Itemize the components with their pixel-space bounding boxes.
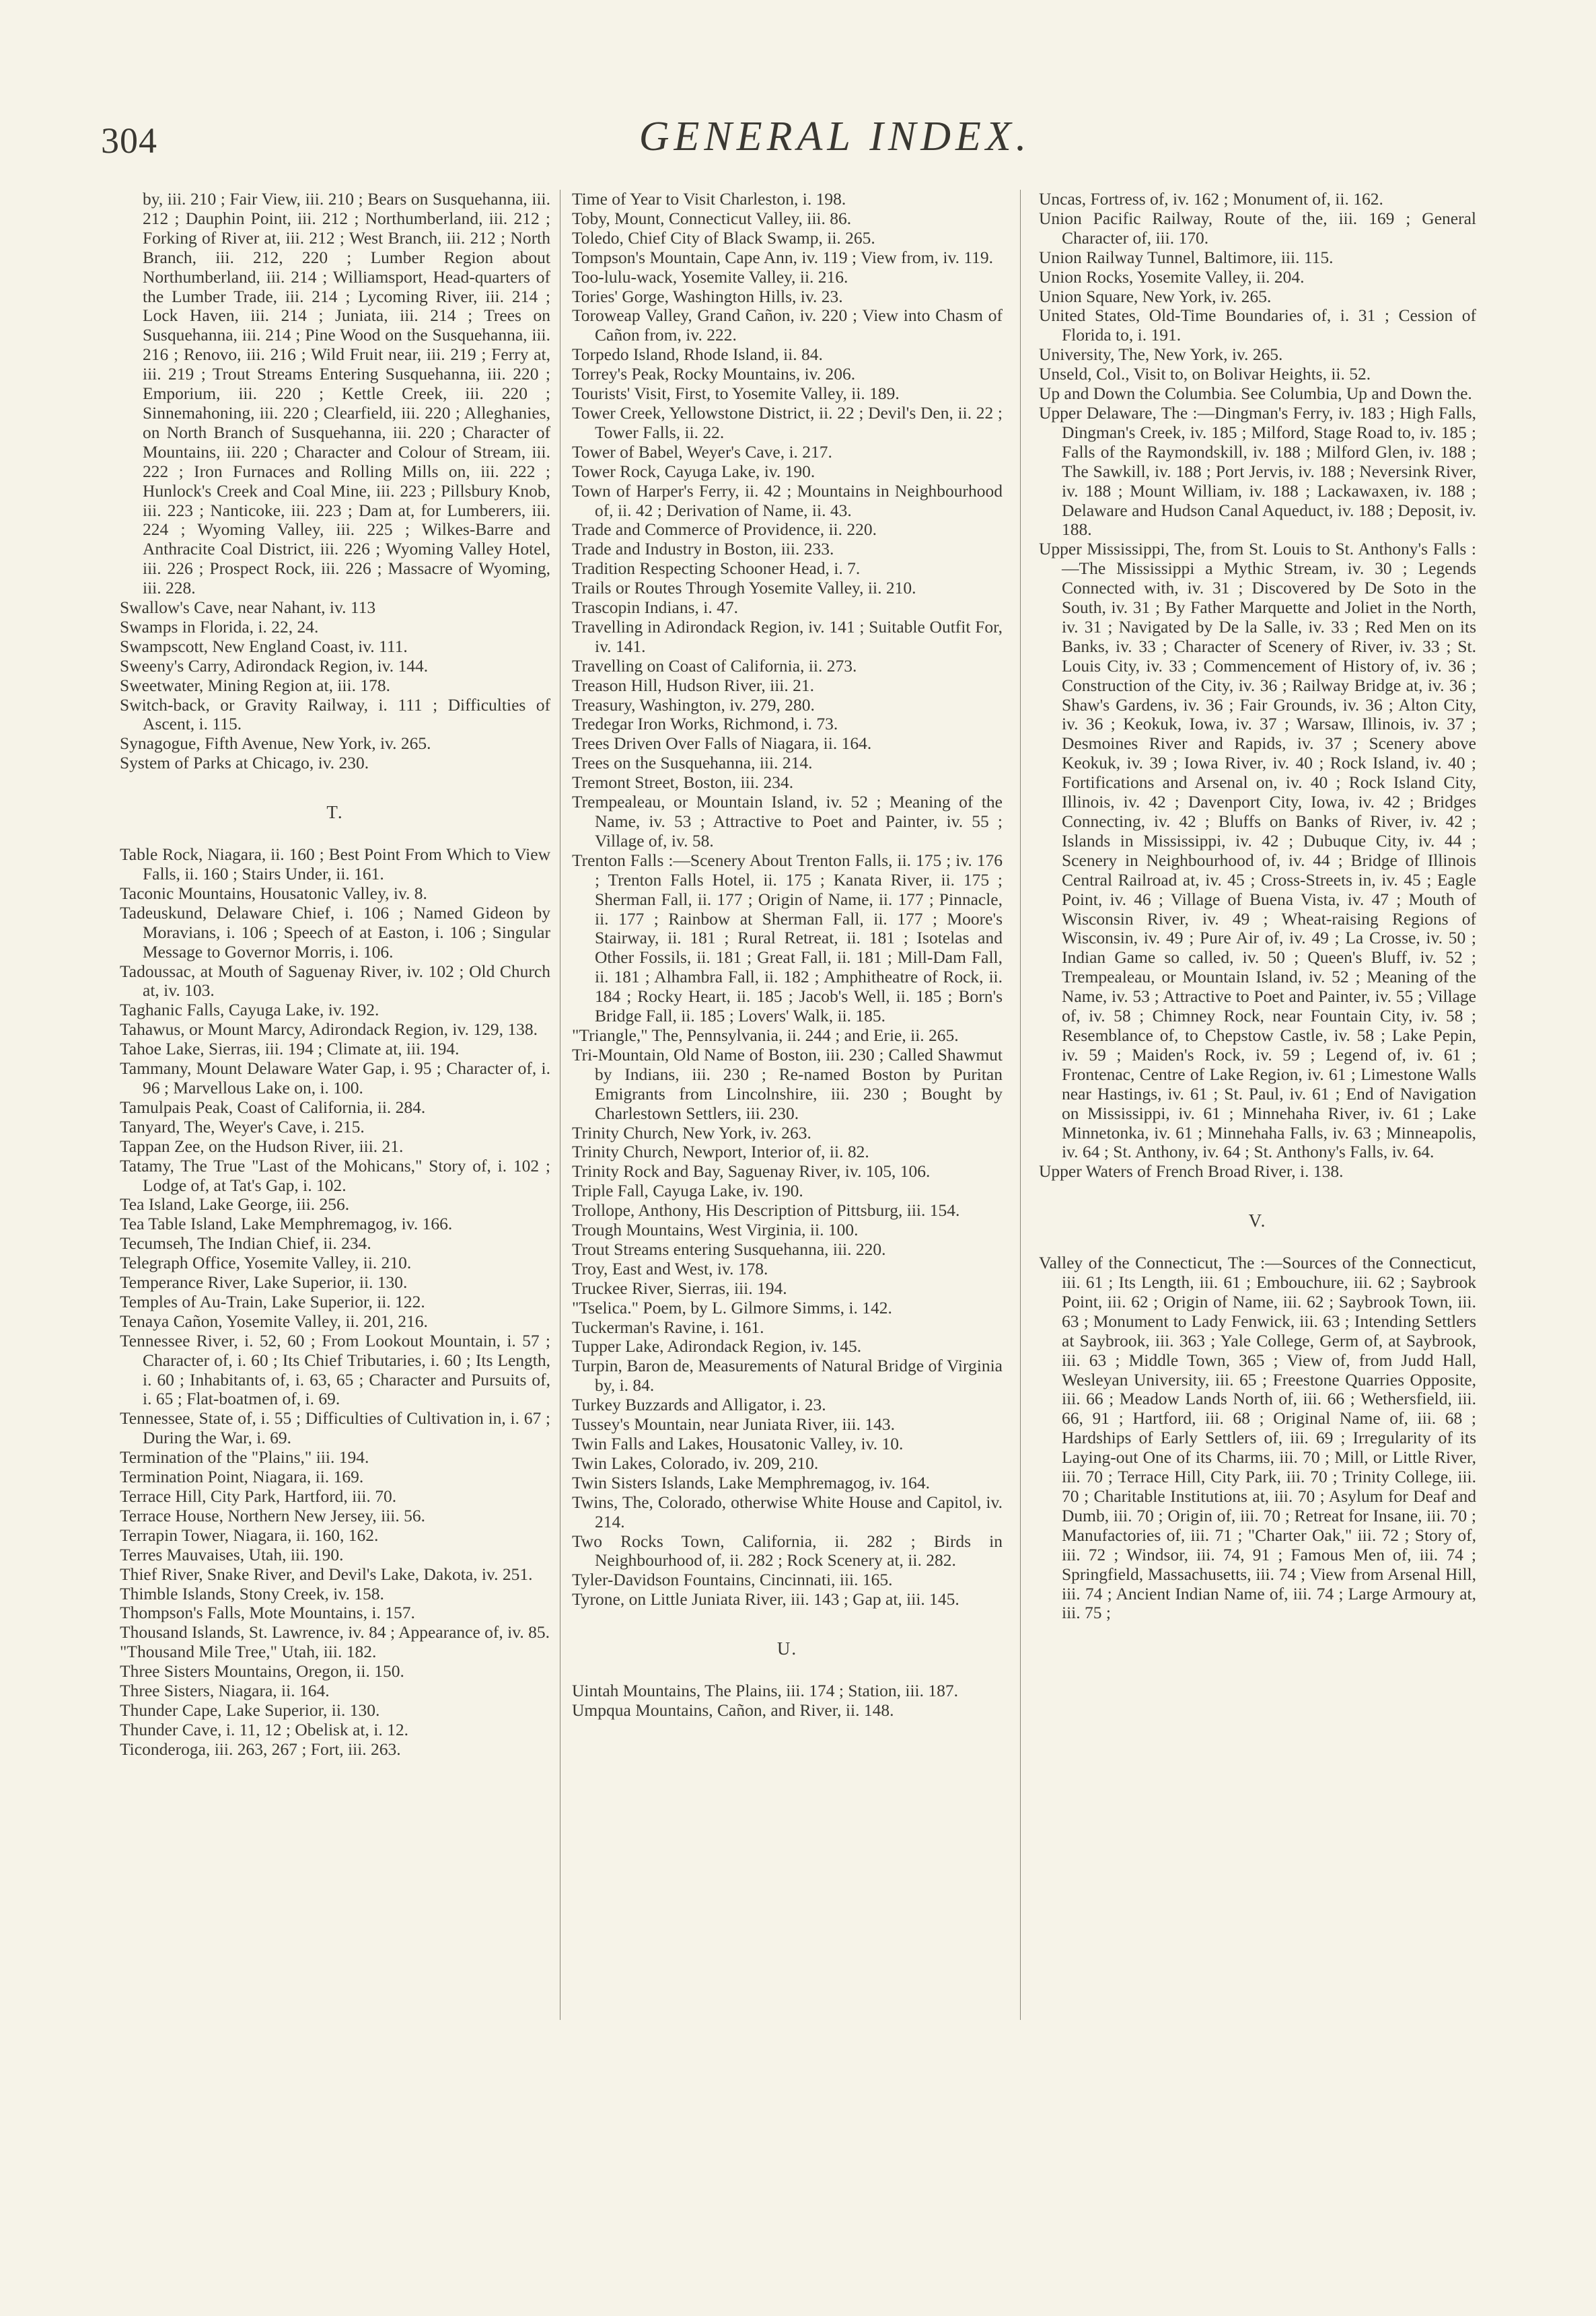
index-entry: Trenton Falls :—Scenery About Trenton Falls, ii. 175 ; iv. 176 ; Trenton Falls Hotel, ii. 175 ; Kanata River, ii. 175 ; Sherman Fall, ii. 177 ; Origin of Name, ii. 177 ; Pinnacle, ii. 177 ; Rainbow at Sherman Fall, ii. 177 ; Moore's Stairway, ii. 181 ; Rural Retreat, ii. 181 ; Isotelas and Other Fossils, ii. 181 ; Great Fall, ii. 181 ; Mill-Dam Fall, ii. 181 ; Alhambra Fall, ii. 182 ; Amphitheatre of Rock, ii. 184 ; Rocky Heart, ii. 185 ; Jacob's Well, ii. 185 ; Born's Bridge Fall, ii. 185 ; Lovers' Walk, ii. 185.	[572, 850, 1003, 1026]
index-entry: Time of Year to Visit Charleston, i. 198.	[572, 189, 846, 209]
page-number: 304	[101, 120, 157, 161]
index-entry: Twin Lakes, Colorado, iv. 209, 210.	[572, 1453, 819, 1473]
index-entry: Tredegar Iron Works, Richmond, i. 73.	[572, 714, 838, 734]
index-entry: Trinity Church, New York, iv. 263.	[572, 1122, 811, 1143]
index-entry: Trees Driven Over Falls of Niagara, ii. 164.	[572, 733, 872, 754]
index-entry: Trinity Church, Newport, Interior of, ii. 82.	[572, 1142, 869, 1162]
index-entry: Swallow's Cave, near Nahant, iv. 113	[120, 598, 376, 618]
index-entry: Tower Rock, Cayuga Lake, iv. 190.	[572, 461, 815, 481]
index-entry: Thimble Islands, Stony Creek, iv. 158.	[120, 1583, 384, 1603]
index-entry: Uncas, Fortress of, iv. 162 ; Monument of, ii. 162.	[1039, 189, 1383, 209]
index-entry: Upper Waters of French Broad River, i. 138.	[1039, 1161, 1344, 1182]
index-entry: "Tselica." Poem, by L. Gilmore Simms, i. 142.	[572, 1297, 892, 1317]
index-entry: Ticonderoga, iii. 263, 267 ; Fort, iii. 263.	[120, 1739, 401, 1759]
index-entry: Union Rocks, Yosemite Valley, ii. 204.	[1039, 266, 1305, 287]
index-entry: Tuckerman's Ravine, i. 161.	[572, 1317, 764, 1337]
index-entry: Twin Falls and Lakes, Housatonic Valley, iv. 10.	[572, 1434, 904, 1453]
index-entry: Turpin, Baron de, Measurements of Natural Bridge of Virginia by, i. 84.	[572, 1356, 1003, 1396]
index-entry: Uintah Mountains, The Plains, iii. 174 ; Station, iii. 187.	[572, 1681, 958, 1701]
index-entry: Upper Delaware, The :—Dingman's Ferry, iv. 183 ; High Falls, Dingman's Creek, iv. 185 ; Milford, Stage Road to, iv. 185 ; Falls of the Raymondskill, iv. 188 ; Milford Glen, iv. 188 ; The Sawkill, iv. 188 ; Port Jervis, iv. 188 ; Neversink River, iv. 188 ; Mount William, iv. 188 ; Lackawaxen, iv. 188 ; Delaware and Hudson Canal Aqueduct, iv. 188 ; Deposit, iv. 188.	[1039, 402, 1476, 540]
index-entry: Tamulpais Peak, Coast of California, ii. 284.	[120, 1097, 426, 1117]
index-entry: Tadoussac, at Mouth of Saguenay River, iv. 102 ; Old Church at, iv. 103.	[120, 961, 550, 1001]
index-entry: Tradition Respecting Schooner Head, i. 7.	[572, 558, 861, 579]
index-entry: Valley of the Connecticut, The :—Sources of the Connecticut, iii. 61 ; Its Length, iii. 61 ; Embouchure, iii. 62 ; Saybrook Point, iii. 62 ; Origin of Name, iii. 62 ; Saybrook Town, iii. 63 ; Monument to Lady Fenwick, iii. 63 ; Intending Settlers at Saybrook, iii. 363 ; Yale College, Germ of, at Saybrook, iii. 63 ; Middle Town, 365 ; View of, from Judd Hall, Wesleyan University, iii. 65 ; Freestone Quarries Opposite, iii. 66 ; Meadow Lands North of, iii. 66 ; Wethersfield, iii. 66, 91 ; Hartford, iii. 68 ; Original Name of, iii. 68 ; Hardships of Early Settlers of, iii. 69 ; Irregularity of its Laying-out One of its Charms, iii. 70 ; Mill, or Little River, iii. 70 ; Terrace Hill, City Park, iii. 70 ; Trinity College, iii. 70 ; Charitable Institutions at, iii. 70 ; Asylum for Deaf and Dumb, iii. 70 ; Origin of, iii. 70 ; Retreat for Insane, iii. 70 ; Manufactories of, iii. 71 ; "Charter Oak," iii. 72 ; Story of, iii. 72 ; Windsor, iii. 74, 91 ; Famous Men of, iii. 74 ; Springfield, Massachusetts, iii. 74 ; View from Arsenal Hill, iii. 74 ; Ancient Indian Name of, iii. 74 ; Large Armoury at, iii. 75 ;	[1039, 1253, 1476, 1623]
index-entry: by, iii. 210 ; Fair View, iii. 210 ; Bears on Susquehanna, iii. 212 ; Dauphin Point, iii. 212 ; Northumberland, iii. 212 ; Forking of River at, iii. 212 ; West Branch, iii. 212 ; North Branch, iii. 212, 220 ; Lumber Region about Northumberland, iii. 214 ; Williamsport, Head-quarters of the Lumber Trade, iii. 214 ; Lycoming River, iii. 214 ; Lock Haven, iii. 214 ; Juniata, iii. 214 ; Trees on Susquehanna, iii. 214 ; Pine Wood on the Susquehanna, iii. 216 ; Renovo, iii. 216 ; Wild Fruit near, iii. 219 ; Ferry at, iii. 219 ; Trout Streams Entering Susquehanna, iii. 220 ; Emporium, iii. 220 ; Kettle Creek, iii. 220 ; Sinnemahoning, iii. 220 ; Clearfield, iii. 220 ; Alleghanies, on North Branch of Susquehanna, iii. 220 ; Character of Mountains, iii. 220 ; Character and Colour of Stream, iii. 222 ; Iron Furnaces and Rolling Mills on, iii. 222 ; Hunlock's Creek and Coal Mine, iii. 223 ; Pillsbury Knob, iii. 223 ; Nanticoke, iii. 223 ; Dam at, for Lumberers, iii. 224 ; Wyoming Valley, iii. 225 ; Wilkes-Barre and Anthracite Coal District, iii. 226 ; Wyoming Valley Hotel, iii. 226 ; Prospect Rock, iii. 226 ; Massacre of Wyoming, iii. 228.	[143, 189, 550, 598]
index-entry: "Triangle," The, Pennsylvania, ii. 244 ; and Erie, ii. 265.	[572, 1025, 959, 1045]
index-entry: Upper Mississippi, The, from St. Louis to St. Anthony's Falls :—The Mississippi a Mythic Stream, iv. 30 ; Legends Connected with, iv. 31 ; Discovered by De Soto in the South, iv. 31 ; By Father Marquette and Joliet in the North, iv. 31 ; Navigated by De la Salle, iv. 33 ; Red Men on its Banks, iv. 33 ; Character of Scenery of River, iv. 33 ; St. Louis City, iv. 33 ; Commencement of History of, iv. 36 ; Construction of the City, iv. 36 ; Railway Bridge at, iv. 36 ; Shaw's Gardens, iv. 36 ; Fair Grounds, iv. 36 ; Alton City, iv. 36 ; Keokuk, Iowa, iv. 37 ; Warsaw, Illinois, iv. 37 ; Desmoines River and Rapids, iv. 37 ; Scenery above Keokuk, iv. 39 ; Iowa River, iv. 40 ; Rock Island, iv. 40 ; Fortifications and Arsenal on, iv. 40 ; Rock Island City, Illinois, iv. 42 ; Davenport City, Iowa, iv. 42 ; Bridges Connecting, iv. 42 ; Bluffs on Banks of River, iv. 42 ; Islands in Mississippi, iv. 42 ; Dubuque City, iv. 44 ; Scenery in Neighbourhood of, iv. 44 ; Bridge of Illinois Central Railroad at, iv. 45 ; Cross-Streets in, iv. 45 ; Eagle Point, iv. 46 ; Village of Buena Vista, iv. 47 ; Mouth of Wisconsin River, iv. 49 ; Wheat-raising Regions of Wisconsin, iv. 49 ; Pure Air of, iv. 49 ; La Crosse, iv. 50 ; Indian Game so called, iv. 50 ; Queen's Bluff, iv. 52 ; Trempealeau, or Mountain Island, iv. 52 ; Meaning of the Name, iv. 53 ; Attractive to Poet and Painter, iv. 55 ; Village of, iv. 58 ; Chimney Rock, near Fountain City, iv. 58 ; Resemblance of, to Chepstow Castle, iv. 58 ; Lake Pepin, iv. 59 ; Maiden's Rock, iv. 59 ; Legend of, iv. 61 ; Frontenac, Centre of Lake Region, iv. 61 ; Limestone Walls near Hastings, iv. 61 ; St. Paul, iv. 61 ; End of Navigation on Mississippi, iv. 61 ; Minnehaha River, iv. 61 ; Lake Minnetonka, iv. 61 ; Minnehaha Falls, iv. 63 ; Minneapolis, iv. 64 ; St. Anthony, iv. 64 ; St. Anthony's Falls, iv. 64.	[1039, 539, 1476, 1162]
index-entry: Union Pacific Railway, Route of the, iii. 169 ; General Character of, iii. 170.	[1039, 208, 1476, 248]
index-entry: Tahoe Lake, Sierras, iii. 194 ; Climate at, iii. 194.	[120, 1039, 460, 1059]
index-entry: Tyler-Davidson Fountains, Cincinnati, iii. 165.	[572, 1570, 893, 1590]
index-entry: Toroweap Valley, Grand Cañon, iv. 220 ; View into Chasm of Cañon from, iv. 222.	[572, 305, 1003, 345]
index-column-3	[1039, 190, 1476, 1623]
index-entry: Terres Mauvaises, Utah, iii. 190.	[120, 1544, 344, 1564]
index-entry: Tahawus, or Mount Marcy, Adirondack Region, iv. 129, 138.	[120, 1019, 538, 1040]
index-entry: Tri-Mountain, Old Name of Boston, iii. 230 ; Called Shawmut by Indians, iii. 230 ; Re-named Boston by Puritan Emigrants from Lincolnshire, iii. 230 ; Bought by Charlestown Settlers, iii. 230.	[572, 1044, 1003, 1123]
index-entry: Toledo, Chief City of Black Swamp, ii. 265.	[572, 227, 875, 248]
index-entry: Trails or Routes Through Yosemite Valley, ii. 210.	[572, 578, 916, 598]
index-entry: Thousand Islands, St. Lawrence, iv. 84 ; Appearance of, iv. 85.	[120, 1622, 550, 1642]
index-entry: Synagogue, Fifth Avenue, New York, iv. 265.	[120, 733, 431, 754]
index-entry: Treasury, Washington, iv. 279, 280.	[572, 694, 815, 715]
index-entry: Town of Harper's Ferry, ii. 42 ; Mountains in Neighbourhood of, ii. 42 ; Derivation of Name, ii. 43.	[572, 480, 1003, 520]
index-entry: Trout Streams entering Susquehanna, iii. 220.	[572, 1239, 886, 1259]
index-entry: Up and Down the Columbia. See Columbia, Up and Down the.	[1039, 384, 1472, 404]
index-entry: Tussey's Mountain, near Juniata River, iii. 143.	[572, 1414, 896, 1435]
index-entry: Terrace House, Northern New Jersey, iii. 56.	[120, 1505, 425, 1525]
index-entry: Tecumseh, The Indian Chief, ii. 234.	[120, 1233, 371, 1254]
column-divider	[1020, 190, 1021, 2020]
index-entry: Tompson's Mountain, Cape Ann, iv. 119 ; View from, iv. 119.	[572, 247, 993, 267]
index-entry: Swamps in Florida, i. 22, 24.	[120, 616, 319, 637]
index-entry: Twins, The, Colorado, otherwise White House and Capitol, iv. 214.	[572, 1492, 1003, 1531]
section-letter-heading: T.	[326, 802, 344, 823]
index-entry: Trade and Commerce of Providence, ii. 220.	[572, 519, 877, 540]
index-entry: Thompson's Falls, Mote Mountains, i. 157.	[120, 1603, 415, 1623]
index-entry: Tremont Street, Boston, iii. 234.	[572, 772, 794, 793]
index-entry: Treason Hill, Hudson River, iii. 21.	[572, 675, 815, 695]
index-entry: Swampscott, New England Coast, iv. 111.	[120, 636, 408, 656]
page-title: GENERAL INDEX.	[639, 114, 1031, 159]
index-entry: Troy, East and West, iv. 178.	[572, 1258, 768, 1278]
index-entry: Tennessee River, i. 52, 60 ; From Lookout Mountain, i. 57 ; Character of, i. 60 ; Its Chief Tributaries, i. 60 ; Its Length, i. 60 ; Inhabitants of, i. 63, 65 ; Character and Pursuits of, i. 65 ; Flat-boatmen of, i. 69.	[120, 1330, 550, 1409]
index-entry: Terrapin Tower, Niagara, ii. 160, 162.	[120, 1525, 379, 1545]
index-entry: Sweeny's Carry, Adirondack Region, iv. 144.	[120, 655, 429, 676]
index-entry: Tories' Gorge, Washington Hills, iv. 23.	[572, 286, 843, 306]
index-entry: Tea Island, Lake George, iii. 256.	[120, 1194, 350, 1215]
index-entry: Tanyard, The, Weyer's Cave, i. 215.	[120, 1116, 365, 1136]
index-entry: Terrace Hill, City Park, Hartford, iii. 70.	[120, 1486, 397, 1506]
index-entry: Trascopin Indians, i. 47.	[572, 598, 738, 618]
index-entry: Three Sisters Mountains, Oregon, ii. 150.	[120, 1661, 404, 1681]
index-entry: Trempealeau, or Mountain Island, iv. 52 ; Meaning of the Name, iv. 53 ; Attractive to Poet and Painter, iv. 55 ; Village of, iv. 58.	[572, 792, 1003, 851]
index-entry: Trinity Rock and Bay, Saguenay River, iv. 105, 106.	[572, 1161, 931, 1182]
index-entry: Taghanic Falls, Cayuga Lake, iv. 192.	[120, 1000, 379, 1020]
index-entry: Tadeuskund, Delaware Chief, i. 106 ; Named Gideon by Moravians, i. 106 ; Speech of at Easton, i. 106 ; Singular Message to Governor Morris, i. 106.	[120, 902, 550, 962]
index-entry: System of Parks at Chicago, iv. 230.	[120, 753, 369, 773]
index-entry: Tupper Lake, Adirondack Region, iv. 145.	[572, 1336, 862, 1356]
index-entry: Telegraph Office, Yosemite Valley, ii. 210.	[120, 1253, 412, 1273]
index-entry: Tennessee, State of, i. 55 ; Difficulties of Cultivation in, i. 67 ; During the War, i. 69.	[120, 1408, 550, 1448]
index-entry: "Thousand Mile Tree," Utah, iii. 182.	[120, 1642, 377, 1662]
index-entry: Union Railway Tunnel, Baltimore, iii. 115.	[1039, 247, 1334, 267]
index-entry: Torrey's Peak, Rocky Mountains, iv. 206.	[572, 364, 856, 384]
index-entry: Trees on the Susquehanna, iii. 214.	[572, 753, 813, 773]
index-entry: Termination Point, Niagara, ii. 169.	[120, 1467, 364, 1487]
index-entry: Tammany, Mount Delaware Water Gap, i. 95 ; Character of, i. 96 ; Marvellous Lake on, i. 100.	[120, 1058, 550, 1097]
index-entry: Travelling in Adirondack Region, iv. 141 ; Suitable Outfit For, iv. 141.	[572, 616, 1003, 656]
index-entry: Tower Creek, Yellowstone District, ii. 22 ; Devil's Den, ii. 22 ; Tower Falls, ii. 22.	[572, 402, 1003, 442]
index-entry: Torpedo Island, Rhode Island, ii. 84.	[572, 345, 823, 365]
index-entry: Too-lulu-wack, Yosemite Valley, ii. 216.	[572, 266, 848, 287]
index-entry: Trollope, Anthony, His Description of Pittsburg, iii. 154.	[572, 1200, 960, 1221]
index-entry: Tappan Zee, on the Hudson River, iii. 21.	[120, 1136, 404, 1156]
index-entry: Temperance River, Lake Superior, ii. 130.	[120, 1272, 408, 1293]
index-entry: Table Rock, Niagara, ii. 160 ; Best Point From Which to View Falls, ii. 160 ; Stairs Under, ii. 161.	[120, 844, 550, 883]
index-entry: Thief River, Snake River, and Devil's Lake, Dakota, iv. 251.	[120, 1564, 533, 1584]
index-entry: Thunder Cape, Lake Superior, ii. 130.	[120, 1700, 380, 1720]
index-entry: Sweetwater, Mining Region at, iii. 178.	[120, 675, 390, 695]
index-entry: Twin Sisters Islands, Lake Memphremagog, iv. 164.	[572, 1472, 930, 1492]
index-entry: Tea Table Island, Lake Memphremagog, iv. 166.	[120, 1214, 453, 1234]
index-entry: Two Rocks Town, California, ii. 282 ; Birds in Neighbourhood of, ii. 282 ; Rock Scenery at, ii. 282.	[572, 1531, 1003, 1570]
index-entry: Truckee River, Sierras, iii. 194.	[572, 1278, 787, 1298]
index-entry: Umpqua Mountains, Cañon, and River, ii. 148.	[572, 1700, 894, 1720]
index-entry: Termination of the "Plains," iii. 194.	[120, 1447, 369, 1468]
index-entry: University, The, New York, iv. 265.	[1039, 345, 1283, 365]
section-letter-heading: U.	[776, 1638, 798, 1659]
index-entry: Tyrone, on Little Juniata River, iii. 143 ; Gap at, iii. 145.	[572, 1589, 959, 1609]
index-column-2	[572, 190, 1003, 1721]
index-entry: Switch-back, or Gravity Railway, i. 111 ; Difficulties of Ascent, i. 115.	[120, 694, 550, 734]
index-entry: Temples of Au-Train, Lake Superior, ii. 122.	[120, 1291, 425, 1311]
index-entry: Triple Fall, Cayuga Lake, iv. 190.	[572, 1181, 803, 1201]
index-column-1	[120, 190, 550, 1760]
index-entry: Tower of Babel, Weyer's Cave, i. 217.	[572, 441, 832, 462]
index-entry: United States, Old-Time Boundaries of, i. 31 ; Cession of Florida to, i. 191.	[1039, 305, 1476, 345]
index-entry: Trade and Industry in Boston, iii. 233.	[572, 539, 834, 559]
index-entry: Unseld, Col., Visit to, on Bolivar Heights, ii. 52.	[1039, 364, 1371, 384]
index-entry: Travelling on Coast of California, ii. 273.	[572, 655, 857, 676]
index-entry: Toby, Mount, Connecticut Valley, iii. 86.	[572, 208, 852, 228]
index-entry: Union Square, New York, iv. 265.	[1039, 286, 1272, 306]
index-entry: Thunder Cave, i. 11, 12 ; Obelisk at, i. 12.	[120, 1719, 408, 1739]
index-entry: Three Sisters, Niagara, ii. 164.	[120, 1681, 330, 1701]
index-entry: Tatamy, The True "Last of the Mohicans," Story of, i. 102 ; Lodge of, at Tat's Gap, i. 102.	[120, 1155, 550, 1195]
section-letter-heading: V.	[1248, 1210, 1267, 1231]
index-entry: Trough Mountains, West Virginia, ii. 100.	[572, 1220, 859, 1240]
index-entry: Tenaya Cañon, Yosemite Valley, ii. 201, 216.	[120, 1311, 428, 1331]
index-entry: Turkey Buzzards and Alligator, i. 23.	[572, 1395, 826, 1415]
index-entry: Tourists' Visit, First, to Yosemite Valley, ii. 189.	[572, 384, 900, 404]
index-entry: Taconic Mountains, Housatonic Valley, iv. 8.	[120, 883, 427, 903]
